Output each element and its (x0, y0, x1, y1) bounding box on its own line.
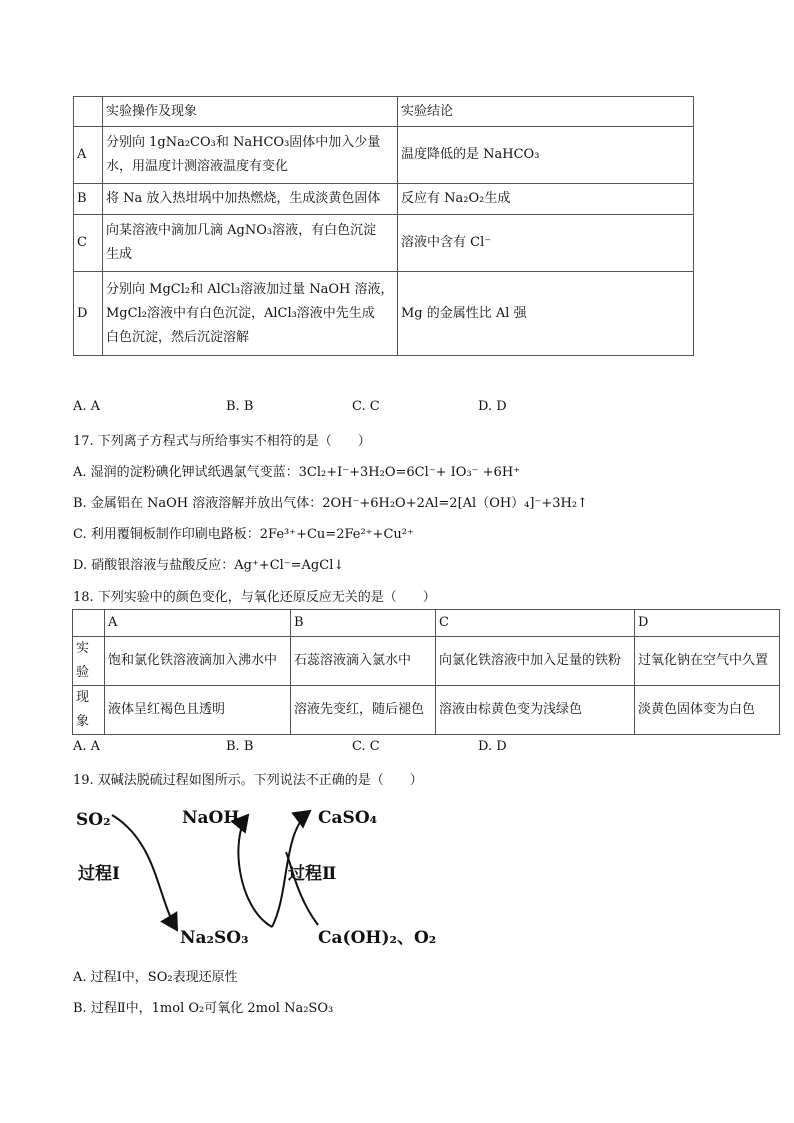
option-c[interactable]: C. C (352, 739, 380, 754)
label-caoh2-o2: Ca(OH)₂、O₂ (318, 928, 437, 948)
table1-row-conclusion: 温度降低的是 NaHCO₃ (398, 127, 694, 184)
table1-header-operation: 实验操作及现象 (103, 97, 398, 127)
option-a[interactable]: A. A (73, 399, 101, 414)
table1-row-label: B (74, 184, 103, 215)
option-d[interactable]: D. D (478, 399, 507, 414)
table1-row-conclusion: 溶液中含有 Cl⁻ (398, 215, 694, 272)
table1-row-label: C (74, 215, 103, 272)
table1-row-conclusion: 反应有 Na₂O₂生成 (398, 184, 694, 215)
label-caso4: CaSO₄ (318, 808, 378, 828)
experiment-table-1 (73, 96, 694, 356)
table1-row-operation: 将 Na 放入热坩埚中加热燃烧，生成淡黄色固体 (103, 184, 398, 215)
double-alkali-desulfurization-diagram (72, 797, 452, 957)
table1-row-operation: 分别向 1gNa₂CO₃和 NaHCO₃固体中加入少量 水，用温度计测溶液温度有变化 (103, 127, 398, 184)
table1-row-label: D (74, 272, 103, 356)
table2-row-label: 实验 (73, 637, 105, 686)
table2-cell: 向氯化铁溶液中加入足量的铁粉 (436, 637, 635, 686)
label-na2so3: Na₂SO₃ (180, 928, 249, 948)
arrow-to-naoh (238, 815, 272, 927)
table2-cell: 石蕊溶液滴入氯水中 (291, 637, 436, 686)
question-17-choice-c[interactable]: C. 利用覆铜板制作印刷电路板：2Fe³⁺+Cu=2Fe²⁺+Cu²⁺ (73, 527, 414, 542)
question-19-choice-b[interactable]: B. 过程Ⅱ中，1mol O₂可氧化 2mol Na₂SO₃ (73, 1001, 334, 1016)
label-process-1: 过程Ⅰ (78, 864, 120, 884)
label-so2: SO₂ (76, 810, 111, 830)
option-b[interactable]: B. B (226, 739, 254, 754)
option-d[interactable]: D. D (478, 739, 507, 754)
table1-row-operation: 向某溶液中滴加几滴 AgNO₃溶液，有白色沉淀 生成 (103, 215, 398, 272)
table2-row-label: 现象 (73, 686, 105, 735)
table2-cell: 液体呈红褐色且透明 (105, 686, 291, 735)
table1-row-conclusion: Mg 的金属性比 Al 强 (398, 272, 694, 356)
table2-cell: 淡黄色固体变为白色 (635, 686, 780, 735)
table1-row-label: A (74, 127, 103, 184)
question-17-stem: 17. 下列离子方程式与所给事实不相符的是（ ） (73, 434, 371, 449)
question-19-choice-a[interactable]: A. 过程Ⅰ中，SO₂表现还原性 (73, 970, 238, 985)
question-17-choice-d[interactable]: D. 硝酸银溶液与盐酸反应：Ag⁺+Cl⁻=AgCl↓ (73, 558, 345, 573)
option-a[interactable]: A. A (73, 739, 101, 754)
question-17-choice-a[interactable]: A. 湿润的淀粉碘化钾试纸遇氯气变蓝：3Cl₂+I⁻+3H₂O=6Cl⁻+ IO₃⁻ +6H⁺ (73, 465, 521, 480)
table2-cell: 饱和氯化铁溶液滴加入沸水中 (105, 637, 291, 686)
experiment-table-2 (72, 609, 780, 735)
table2-cell: 过氧化钠在空气中久置 (635, 637, 780, 686)
question-19-stem: 19. 双碱法脱硫过程如图所示。下列说法不正确的是（ ） (73, 773, 423, 788)
option-c[interactable]: C. C (352, 399, 380, 414)
table1-row-operation: 分别向 MgCl₂和 AlCl₃溶液加过量 NaOH 溶液， MgCl₂溶液中有白色沉淀，AlCl₃溶液中先生成 白色沉淀，然后沉淀溶解 (103, 272, 398, 356)
table2-header-d: D (635, 610, 780, 637)
label-naoh: NaOH (182, 808, 240, 828)
table2-header-b: B (291, 610, 436, 637)
table2-header-c: C (436, 610, 635, 637)
question-18-stem: 18. 下列实验中的颜色变化，与氧化还原反应无关的是（ ） (73, 590, 436, 605)
label-process-2: 过程Ⅱ (288, 864, 337, 884)
table2-cell: 溶液由棕黄色变为浅绿色 (436, 686, 635, 735)
table1-header-blank (74, 97, 103, 127)
table1-header-conclusion: 实验结论 (398, 97, 694, 127)
question-17-choice-b[interactable]: B. 金属铝在 NaOH 溶液溶解并放出气体：2OH⁻+6H₂O+2Al=2[Al（OH）₄]⁻+3H₂↑ (73, 496, 588, 511)
table2-cell: 溶液先变红，随后褪色 (291, 686, 436, 735)
arrow-from-caoh2 (286, 852, 318, 925)
table2-header-blank (73, 610, 105, 637)
option-b[interactable]: B. B (226, 399, 254, 414)
arrow-so2-to-na2so3 (112, 815, 177, 930)
table2-header-a: A (105, 610, 291, 637)
